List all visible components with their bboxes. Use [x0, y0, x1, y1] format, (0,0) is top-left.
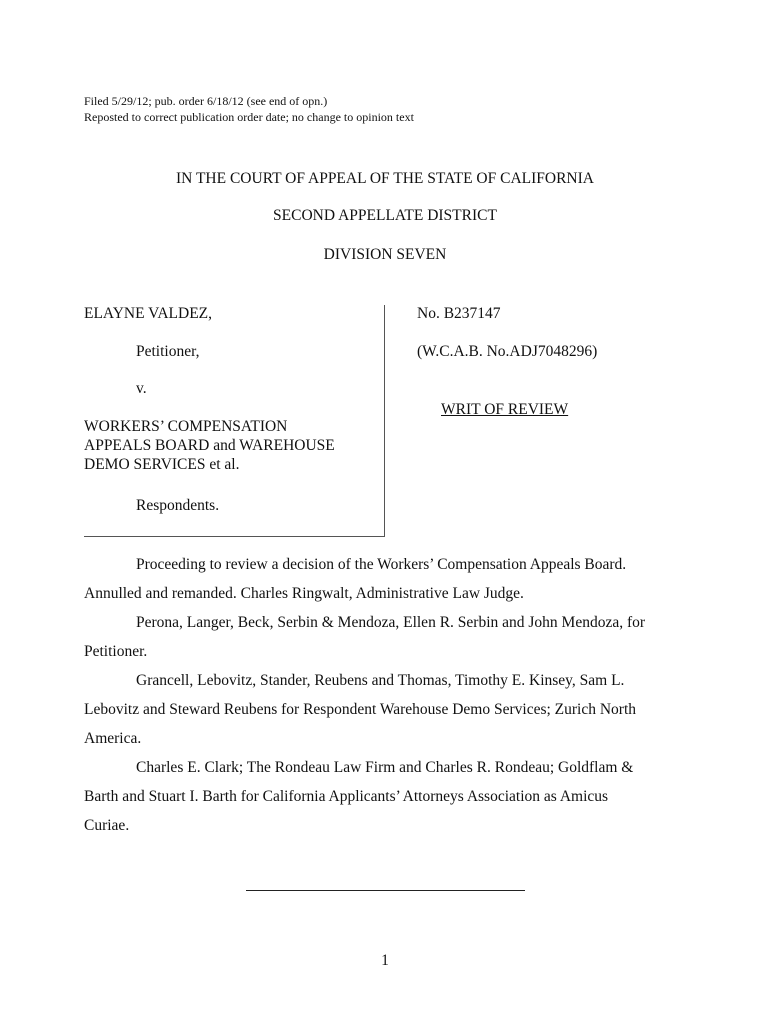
caption-vertical-rule: [384, 305, 385, 537]
paragraph-2-line-1: Perona, Langer, Beck, Serbin & Mendoza, Ellen R. Serbin and John Mendoza, for: [136, 614, 646, 631]
paragraph-4-line-3: Curiae.: [84, 817, 130, 834]
writ-of-review: WRIT OF REVIEW: [441, 401, 569, 418]
separator-line: [246, 890, 525, 891]
paragraph-3-line-3: America.: [84, 730, 142, 747]
petitioner-name: ELAYNE VALDEZ,: [84, 305, 213, 322]
paragraph-4-line-2: Barth and Stuart I. Barth for California Applicants’ Attorneys Association as Amicus: [84, 788, 609, 805]
court-name: IN THE COURT OF APPEAL OF THE STATE OF CALIFORNIA: [176, 170, 594, 187]
respondent-line-1: WORKERS’ COMPENSATION: [84, 418, 288, 435]
respondent-line-3: DEMO SERVICES et al.: [84, 456, 240, 473]
versus: v.: [136, 380, 147, 397]
respondent-line-2: APPEALS BOARD and WAREHOUSE: [84, 437, 335, 454]
repost-line: Reposted to correct publication order date; no change to opinion text: [84, 109, 414, 124]
respondent-role: Respondents.: [136, 497, 220, 514]
case-caption-parties: [84, 305, 384, 537]
paragraph-3-line-1: Grancell, Lebovitz, Stander, Reubens and Thomas, Timothy E. Kinsey, Sam L.: [136, 672, 625, 689]
caption-horizontal-rule: [84, 536, 385, 537]
court-district: SECOND APPELLATE DISTRICT: [273, 207, 497, 224]
page-number: 1: [381, 952, 389, 969]
filing-notice: [84, 94, 414, 125]
filed-line: Filed 5/29/12; pub. order 6/18/12 (see end of opn.): [84, 94, 328, 108]
paragraph-3-line-2: Lebovitz and Steward Reubens for Respondent Warehouse Demo Services; Zurich North: [84, 701, 637, 718]
court-division: DIVISION SEVEN: [323, 246, 447, 263]
wcab-number: (W.C.A.B. No.ADJ7048296): [417, 343, 598, 360]
paragraph-1-line-1: Proceeding to review a decision of the Workers’ Compensation Appeals Board.: [136, 556, 627, 573]
paragraph-4-line-1: Charles E. Clark; The Rondeau Law Firm and Charles R. Rondeau; Goldflam &: [136, 759, 634, 776]
case-number: No. B237147: [417, 305, 501, 322]
paragraph-2-line-2: Petitioner.: [84, 643, 148, 660]
paragraph-1-line-2: Annulled and remanded. Charles Ringwalt, Administrative Law Judge.: [84, 585, 524, 602]
petitioner-role: Petitioner,: [136, 343, 200, 360]
